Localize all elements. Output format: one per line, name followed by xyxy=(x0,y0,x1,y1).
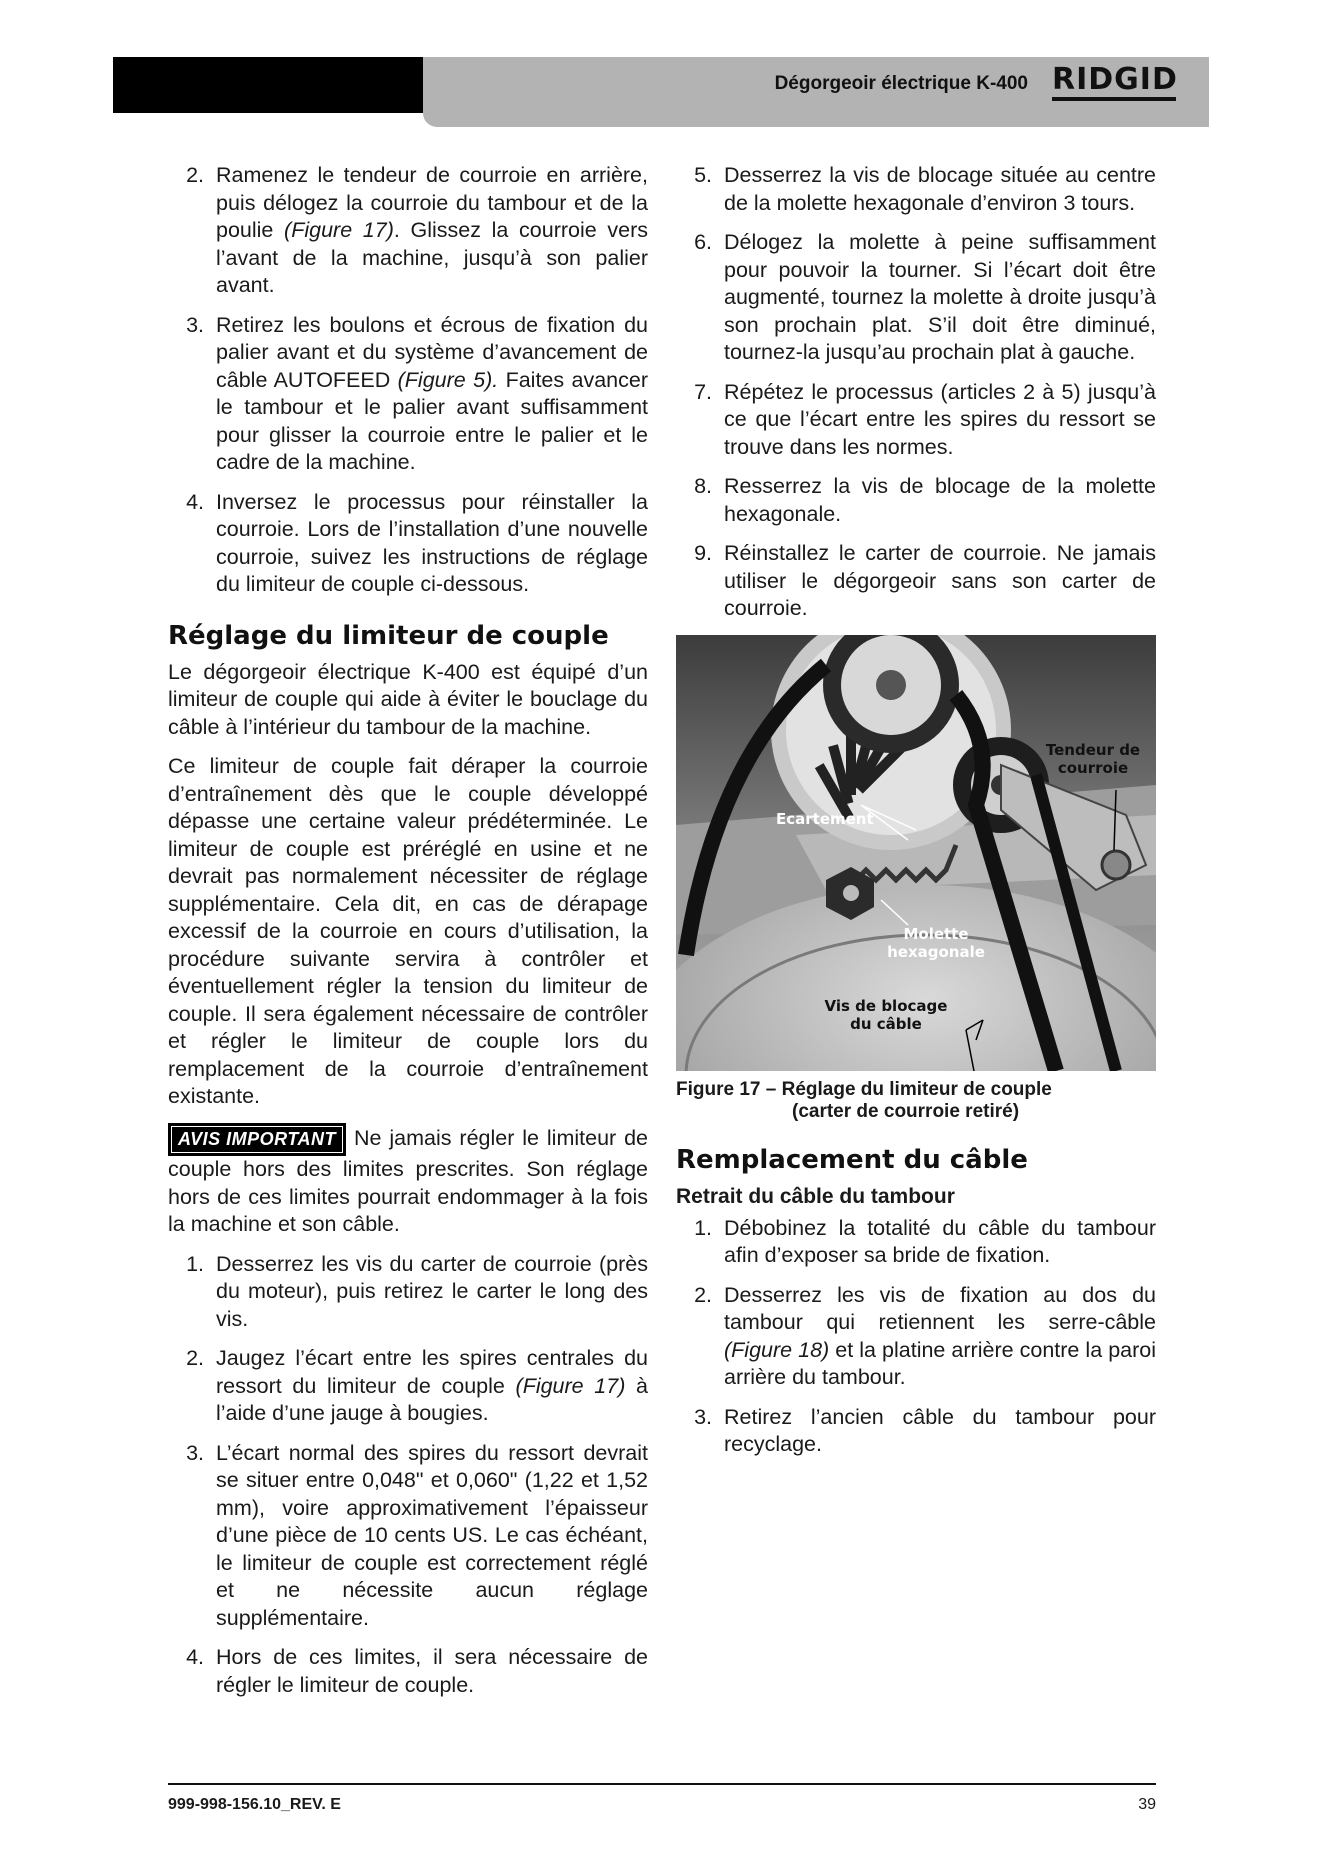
step-number: 4. xyxy=(186,489,204,514)
figure-caption xyxy=(676,1079,1156,1123)
callout-molette: Molette hexagonale xyxy=(887,924,985,961)
list-item xyxy=(676,1215,1156,1270)
step-number: 1. xyxy=(694,1215,712,1240)
caption-line-2: (carter de courroie retiré) xyxy=(792,1100,1020,1122)
step-text: Réinstallez le carter de courroie. Ne jamais utiliser le dégorgeoir sans son carter de courroie. xyxy=(724,541,1156,620)
section-title-cable-replacement: Remplacement du câble xyxy=(676,1144,1028,1175)
notice-badge: AVIS IMPORTANT xyxy=(168,1123,346,1157)
step-text: Ramenez le tendeur de courroie en arrière, puis délogez la courroie du tambour et de la poulie (Figure 17). Glissez la courroie vers l’avant de la machine, jusqu’à son palier avant. xyxy=(216,163,648,297)
paragraph-intro: Le dégorgeoir électrique K-400 est équipé d’un limiteur de couple qui aide à éviter le bouclage du câble à l’intérieur du tambour de la machine. xyxy=(168,659,648,739)
important-notice xyxy=(168,1123,648,1239)
list-item xyxy=(676,473,1156,528)
header-title: Dégorgeoir électrique K-400 xyxy=(774,73,1028,94)
step-text: L’écart normal des spires du ressort devrait se situer entre 0,048" et 0,060" (1,22 et 1,52 mm), voire approximativement l’épaisseur d’une pièce de 10 cents US. Le cas échéant, le limiteur de couple est correctement réglé et ne nécessite aucun réglage supplémentaire. xyxy=(216,1440,648,1630)
left-steps-list-1 xyxy=(168,162,648,599)
step-text: Desserrez les vis de fixation au dos du tambour qui retiennent les serre-câble (Figure 18) et la platine arrière contre la paroi arrière du tambour. xyxy=(724,1282,1156,1389)
step-text: Retirez les boulons et écrous de fixation du palier avant et du système d’avancement de câble AUTOFEED (Figure 5). Faites avancer le tambour et le palier avant suffisamment pour glisser la courroie entre le palier et le cadre de la machine. xyxy=(216,312,649,474)
step-number: 2. xyxy=(186,163,204,187)
step-text: Hors de ces limites, il sera nécessaire de régler le limiteur de couple. xyxy=(216,1645,648,1697)
step-text: Desserrez la vis de blocage située au centre de la molette hexagonale d’environ 3 tours. xyxy=(724,163,1156,215)
figure-ref: (Figure 17) xyxy=(284,218,394,242)
figure-ref: (Figure 5). xyxy=(397,367,499,392)
step-number: 3. xyxy=(186,1440,204,1465)
callout-ecartement: Ecartement xyxy=(776,809,874,828)
right-steps-list-2 xyxy=(676,1215,1156,1459)
header-black-band xyxy=(113,57,425,113)
list-item xyxy=(676,1404,1156,1459)
footer-rule xyxy=(168,1783,1156,1785)
callout-vis-blocage: Vis de blocage du câble xyxy=(824,996,948,1033)
logo-underline xyxy=(1052,97,1176,101)
step-number: 8. xyxy=(694,474,712,498)
list-item xyxy=(676,162,1156,217)
list-item xyxy=(168,162,648,300)
step-text: Retirez l’ancien câble du tambour pour recyclage. xyxy=(724,1404,1156,1456)
list-item xyxy=(168,312,648,477)
figure-ref: (Figure 17) xyxy=(515,1373,626,1398)
step-number: 1. xyxy=(186,1251,204,1276)
figure-ref: (Figure 18) xyxy=(724,1337,830,1362)
right-column xyxy=(676,162,1156,1471)
list-item xyxy=(168,1440,648,1633)
step-text: Resserrez la vis de blocage de la molette hexagonale. xyxy=(724,474,1156,526)
callout-tendeur: Tendeur de courroie xyxy=(1045,740,1141,777)
list-item xyxy=(676,229,1156,367)
step-text: Délogez la molette à peine suffisamment pour pouvoir la tourner. Si l’écart doit être augmenté, tournez la molette à droite jusqu’à son prochain plat. S’il doit être diminué, tournez-la jusqu’au prochain plat à gauche. xyxy=(724,230,1156,364)
step-number: 3. xyxy=(186,312,204,337)
caption-line-1: Figure 17 – Réglage du limiteur de couple xyxy=(676,1078,1052,1100)
step-text: Jaugez l’écart entre les spires centrales du ressort du limiteur de couple (Figure 17) à l’aide d’une jauge à bougies. xyxy=(216,1346,648,1425)
step-number: 9. xyxy=(694,541,712,565)
ridgid-logo: RIDGID xyxy=(1052,62,1178,97)
step-text: Débobinez la totalité du câble du tambour afin d’exposer sa bride de fixation. xyxy=(724,1215,1156,1267)
list-item xyxy=(168,1251,648,1334)
section-title-torque-limiter: Réglage du limiteur de couple xyxy=(168,620,609,651)
footer-page-number: 39 xyxy=(1138,1796,1156,1813)
step-text: Répétez le processus (articles 2 à 5) jusqu’à ce que l’écart entre les spires du ressort se trouve dans les normes. xyxy=(724,379,1156,459)
step-number: 4. xyxy=(186,1645,204,1669)
notice-text: Ne jamais régler le limiteur de couple hors des limites prescrites. Son réglage hors de ces limites pourrait endommager à la fois la machine et son câble. xyxy=(168,1125,648,1236)
paragraph-description: Ce limiteur de couple fait déraper la courroie d’entraînement dès que le couple développé dépasse une certaine valeur prédéterminée. Le limiteur de couple est préréglé en usine et ne devrait pas normalement nécessiter de réglage supplémentaire. Cela dit, en cas de dérapage excessif de la courroie en cours d’utilisation, la procédure suivante servira à contrôler et éventuellement régler la tension du limiteur de couple. Il sera également nécessaire de contrôler et régler le limiteur de couple lors du remplacement de la courroie d’entraînement existante. xyxy=(168,754,648,1108)
left-column xyxy=(168,162,648,1711)
list-item xyxy=(168,1345,648,1428)
list-item xyxy=(676,379,1156,462)
subsection-title: Retrait du câble du tambour xyxy=(676,1184,955,1208)
right-steps-list-1 xyxy=(676,162,1156,623)
footer-doc-number: 999-998-156.10_REV. E xyxy=(168,1796,341,1813)
step-number: 3. xyxy=(694,1404,712,1429)
step-number: 6. xyxy=(694,230,712,254)
step-number: 5. xyxy=(694,163,712,187)
step-number: 2. xyxy=(186,1346,204,1370)
left-steps-list-2 xyxy=(168,1251,648,1700)
step-number: 2. xyxy=(694,1282,712,1307)
header-gray-tab xyxy=(423,113,1209,127)
list-item xyxy=(168,489,648,599)
figure-17-photo xyxy=(676,635,1156,1071)
step-number: 7. xyxy=(694,379,712,404)
step-text: Desserrez les vis du carter de courroie (près du moteur), puis retirez le carter le long des vis. xyxy=(216,1251,648,1331)
list-item xyxy=(676,1282,1156,1392)
step-text: Inversez le processus pour réinstaller la courroie. Lors de l’installation d’une nouvelle courroie, suivez les instructions de réglage du limiteur de couple ci-dessous. xyxy=(216,489,648,596)
list-item xyxy=(168,1644,648,1699)
list-item xyxy=(676,540,1156,623)
